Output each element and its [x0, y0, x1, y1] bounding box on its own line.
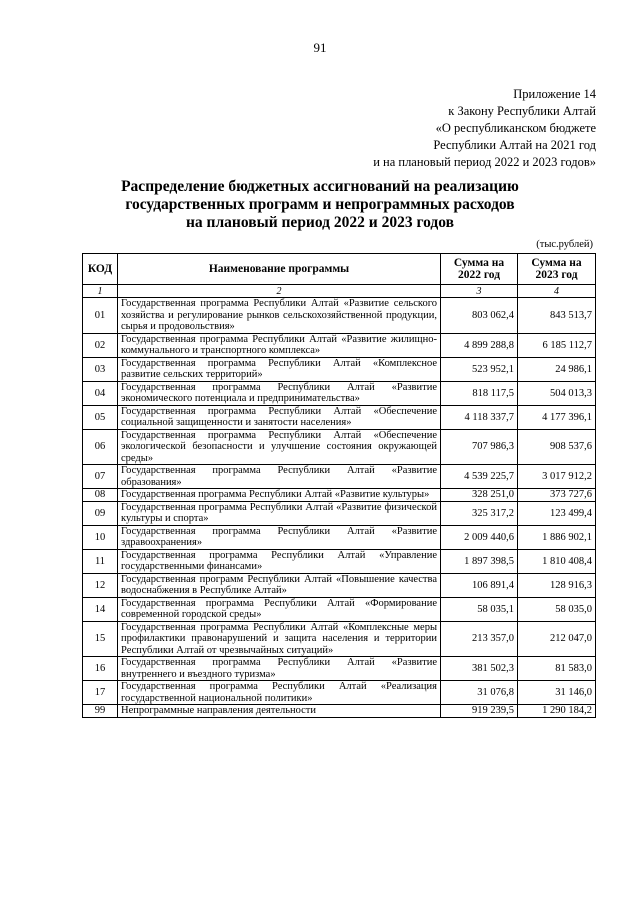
sum-2022: 707 986,3 [441, 429, 518, 465]
sum-2023: 6 185 112,7 [518, 333, 596, 357]
sum-2023: 128 916,3 [518, 573, 596, 597]
sum-2023: 3 017 912,2 [518, 465, 596, 489]
table-row [83, 465, 596, 489]
header-sum-2023: Сумма на 2023 год [518, 254, 596, 285]
column-number: 4 [518, 285, 596, 298]
program-code: 06 [83, 429, 118, 465]
program-name: Государственная программа Республики Алтай «Развитие культуры» [118, 489, 441, 502]
sum-2023: 212 047,0 [518, 621, 596, 657]
program-code: 16 [83, 657, 118, 681]
sum-2023: 1 290 184,2 [518, 705, 596, 718]
sum-2023: 123 499,4 [518, 501, 596, 525]
program-code: 99 [83, 705, 118, 718]
header-sum-2022: Сумма на 2022 год [441, 254, 518, 285]
program-code: 05 [83, 405, 118, 429]
program-name: Государственная программа Республики Алтай «Развитие внутреннего и въездного туризма» [118, 657, 441, 681]
header-code: КОД [83, 254, 118, 285]
table-row [83, 357, 596, 381]
document-title [60, 178, 580, 232]
table-header-row [83, 254, 596, 285]
program-code: 14 [83, 597, 118, 621]
appendix-line: «О республиканском бюджете [435, 121, 596, 135]
table-row [83, 573, 596, 597]
table-row [83, 705, 596, 718]
program-code: 04 [83, 381, 118, 405]
program-code: 08 [83, 489, 118, 502]
sum-2022: 213 357,0 [441, 621, 518, 657]
appendix-note [373, 86, 596, 171]
sum-2023: 31 146,0 [518, 681, 596, 705]
program-name: Государственная программа Республики Алтай «Обеспечение экологической безопасности и улучшение состояния окружающей среды» [118, 429, 441, 465]
sum-2022: 4 118 337,7 [441, 405, 518, 429]
sum-2023: 373 727,6 [518, 489, 596, 502]
program-code: 07 [83, 465, 118, 489]
sum-2023: 1 886 902,1 [518, 525, 596, 549]
sum-2023: 1 810 408,4 [518, 549, 596, 573]
budget-table [82, 253, 596, 718]
program-code: 09 [83, 501, 118, 525]
table-row [83, 525, 596, 549]
table-row [83, 657, 596, 681]
sum-2022: 58 035,1 [441, 597, 518, 621]
sum-2022: 381 502,3 [441, 657, 518, 681]
program-code: 17 [83, 681, 118, 705]
table-row [83, 681, 596, 705]
table-row [83, 381, 596, 405]
program-name: Государственная программа Республики Алтай «Развитие жилищно-коммунального и транспортного комплекса» [118, 333, 441, 357]
appendix-line: к Закону Республики Алтай [448, 104, 596, 118]
table-row [83, 333, 596, 357]
table-row [83, 489, 596, 502]
sum-2022: 803 062,4 [441, 298, 518, 334]
sum-2022: 919 239,5 [441, 705, 518, 718]
program-name: Государственная программа Республики Алтай «Развитие сельского хозяйства и регулирование рынков сельскохозяйственной продукции, сырья и продовольствия» [118, 298, 441, 334]
program-name: Государственная программа Республики Алтай «Развитие физической культуры и спорта» [118, 501, 441, 525]
appendix-line: Республики Алтай на 2021 год [433, 138, 596, 152]
program-name: Государственная программа Республики Алтай «Управление государственными финансами» [118, 549, 441, 573]
title-line: государственных программ и непрограммных расходов [125, 196, 515, 213]
program-code: 03 [83, 357, 118, 381]
program-code: 01 [83, 298, 118, 334]
table-row [83, 621, 596, 657]
sum-2023: 24 986,1 [518, 357, 596, 381]
table-row [83, 549, 596, 573]
sum-2022: 523 952,1 [441, 357, 518, 381]
sum-2022: 325 317,2 [441, 501, 518, 525]
sum-2023: 58 035,0 [518, 597, 596, 621]
table-row [83, 597, 596, 621]
program-name: Государственная программа Республики Алтай «Комплексное развитие сельских территорий» [118, 357, 441, 381]
program-name: Государственная программа Республики Алтай «Развитие здравоохранения» [118, 525, 441, 549]
table-row [83, 501, 596, 525]
sum-2023: 843 513,7 [518, 298, 596, 334]
sum-2022: 31 076,8 [441, 681, 518, 705]
program-code: 15 [83, 621, 118, 657]
sum-2022: 4 539 225,7 [441, 465, 518, 489]
table-row [83, 405, 596, 429]
program-name: Государственная программа Республики Алтай «Комплексные меры профилактики правонарушений и защита населения и территории Республики Алтай от чрезвычайных ситуаций» [118, 621, 441, 657]
program-name: Государственная программа Республики Алтай «Развитие образования» [118, 465, 441, 489]
column-number: 1 [83, 285, 118, 298]
units-label: (тыс.рублей) [536, 239, 593, 250]
table-body [83, 285, 596, 718]
sum-2022: 2 009 440,6 [441, 525, 518, 549]
column-number-row [83, 285, 596, 298]
title-line: Распределение бюджетных ассигнований на реализацию [121, 178, 519, 195]
program-name: Государственная программа Республики Алтай «Реализация государственной национальной политики» [118, 681, 441, 705]
program-name: Государственная программа Республики Алтай «Развитие экономического потенциала и предпринимательства» [118, 381, 441, 405]
title-line: на плановый период 2022 и 2023 годов [186, 214, 454, 231]
column-number: 2 [118, 285, 441, 298]
program-code: 12 [83, 573, 118, 597]
page-number: 91 [313, 40, 327, 55]
table-row [83, 298, 596, 334]
sum-2022: 328 251,0 [441, 489, 518, 502]
header-program-name: Наименование программы [118, 254, 441, 285]
sum-2022: 1 897 398,5 [441, 549, 518, 573]
sum-2023: 4 177 396,1 [518, 405, 596, 429]
sum-2022: 818 117,5 [441, 381, 518, 405]
program-name: Государственная программа Республики Алтай «Обеспечение социальной защищенности и занятости населения» [118, 405, 441, 429]
sum-2022: 4 899 288,8 [441, 333, 518, 357]
program-name: Непрограммные направления деятельности [118, 705, 441, 718]
program-code: 02 [83, 333, 118, 357]
sum-2023: 504 013,3 [518, 381, 596, 405]
sum-2023: 908 537,6 [518, 429, 596, 465]
column-number: 3 [441, 285, 518, 298]
sum-2023: 81 583,0 [518, 657, 596, 681]
program-code: 10 [83, 525, 118, 549]
program-name: Государственная программа Республики Алтай «Формирование современной городской среды» [118, 597, 441, 621]
appendix-line: и на плановый период 2022 и 2023 годов» [373, 155, 596, 169]
program-name: Государственная программ Республики Алтай «Повышение качества водоснабжения в Республике Алтай» [118, 573, 441, 597]
sum-2022: 106 891,4 [441, 573, 518, 597]
appendix-line: Приложение 14 [513, 87, 596, 101]
table-row [83, 429, 596, 465]
program-code: 11 [83, 549, 118, 573]
